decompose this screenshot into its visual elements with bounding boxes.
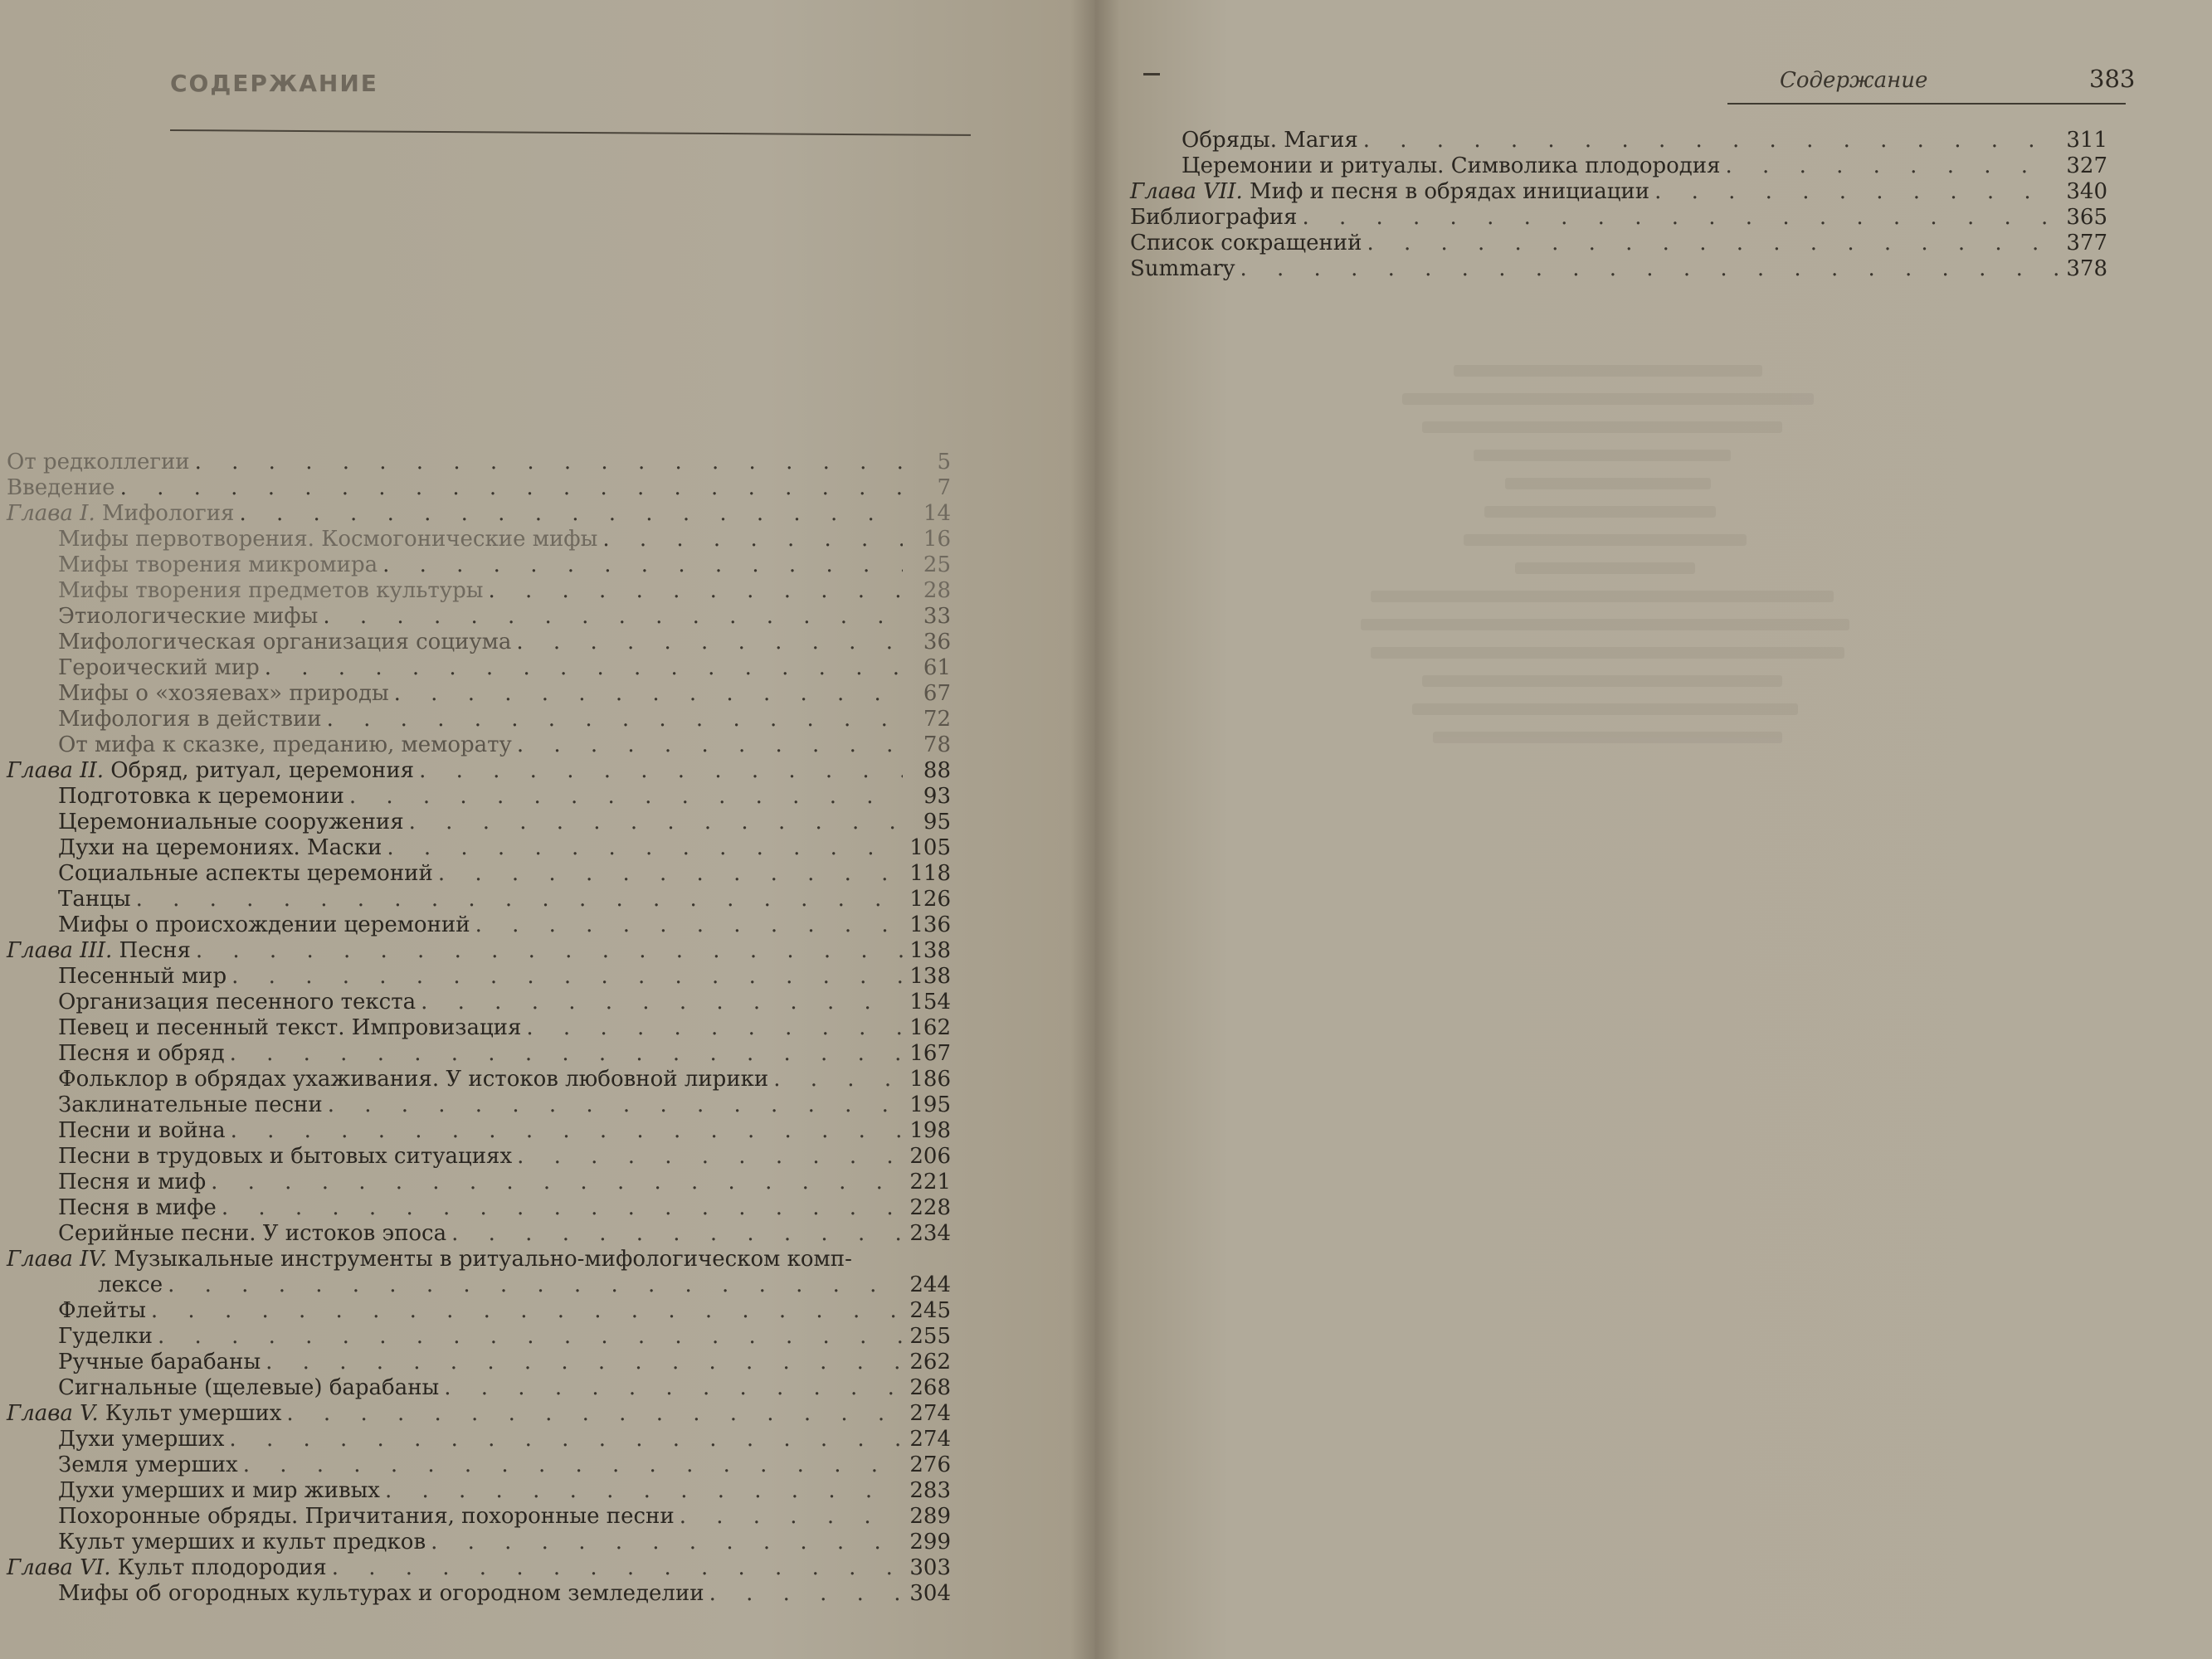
toc-entry-page: 93 xyxy=(923,784,951,809)
toc-entry-page: 95 xyxy=(923,810,951,834)
toc-entry-page: 327 xyxy=(2066,153,2107,178)
toc-entry-page: 283 xyxy=(909,1478,951,1503)
dot-leader xyxy=(387,835,903,861)
toc-entry-title: Мифы творения микромира xyxy=(58,552,378,577)
dot-leader xyxy=(1363,128,2059,153)
dot-leader xyxy=(239,501,903,527)
toc-entry-title: Summary xyxy=(1130,256,1235,281)
toc-entry-title: Духи на церемониях. Маски xyxy=(58,835,382,860)
toc-entry xyxy=(7,655,951,681)
toc-entry-page: 105 xyxy=(909,835,951,860)
toc-entry xyxy=(7,990,951,1015)
toc-entry xyxy=(7,1195,951,1221)
toc-entry xyxy=(7,630,951,655)
toc-entry xyxy=(7,1092,951,1118)
toc-entry-title: Глава V. Культ умерших xyxy=(7,1401,282,1426)
toc-entry-page: 167 xyxy=(909,1041,951,1066)
toc-entry xyxy=(7,835,951,861)
toc-entry xyxy=(7,501,951,527)
toc-entry-title: Введение xyxy=(7,475,115,500)
toc-entry-title: Глава VI. Культ плодородия xyxy=(7,1555,327,1580)
toc-entry-title: Песня и миф xyxy=(58,1170,207,1194)
toc-entry-page: 78 xyxy=(923,732,951,757)
dot-leader xyxy=(230,1041,903,1067)
dot-leader xyxy=(517,732,903,758)
toc-entry-page: 136 xyxy=(909,912,951,937)
toc-entry-title: Ручные барабаны xyxy=(58,1350,261,1374)
toc-entry-title: Певец и песенный текст. Импровизация xyxy=(58,1015,522,1040)
toc-entry-title: Организация песенного текста xyxy=(58,990,417,1014)
toc-entry-title: Мифы о «хозяевах» природы xyxy=(58,681,389,706)
toc-entry xyxy=(7,1401,951,1427)
book-gutter xyxy=(1070,0,1120,1659)
dot-leader xyxy=(323,604,903,630)
toc-entry-title: Обряды. Магия xyxy=(1182,128,1358,153)
toc-entry-title: Мифы творения предметов культуры xyxy=(58,578,484,603)
toc-entry-title: Мифы об огородных культурах и огородном земледелии xyxy=(58,1581,704,1606)
dot-leader xyxy=(516,630,903,655)
toc-entry xyxy=(7,1324,951,1350)
toc-entry-page: 162 xyxy=(909,1015,951,1040)
toc-entry xyxy=(7,578,951,604)
dot-leader xyxy=(136,887,903,912)
toc-entry xyxy=(7,1170,951,1195)
dot-leader xyxy=(151,1298,903,1324)
dot-leader xyxy=(327,707,903,732)
toc-entry-title: Социальные аспекты церемоний xyxy=(58,861,433,886)
toc-entry-page: 126 xyxy=(909,887,951,912)
dot-leader xyxy=(1726,153,2059,179)
dot-leader xyxy=(349,784,903,810)
toc-entry xyxy=(7,1478,951,1504)
dot-leader xyxy=(195,450,903,475)
toc-entry-title: Земля умерших xyxy=(58,1452,238,1477)
toc-entry xyxy=(7,732,951,758)
dot-leader xyxy=(488,578,903,604)
toc-entry-page: 186 xyxy=(909,1067,951,1092)
dot-leader xyxy=(526,1015,903,1041)
toc-entry xyxy=(7,784,951,810)
toc-entry-title: лексе xyxy=(98,1272,163,1297)
toc-entry-title: Героический мир xyxy=(58,655,260,680)
right-header-rule xyxy=(1727,103,2126,105)
toc-entry xyxy=(7,450,951,475)
dot-leader xyxy=(431,1530,903,1555)
toc-entry-title: Песня в мифе xyxy=(58,1195,217,1220)
dot-leader xyxy=(709,1581,903,1607)
toc-entry-title: Духи умерших и мир живых xyxy=(58,1478,380,1503)
dot-leader xyxy=(231,964,903,990)
dot-leader xyxy=(680,1504,903,1530)
toc-entry-page: 25 xyxy=(923,552,951,577)
toc-entry xyxy=(7,552,951,578)
dot-leader xyxy=(451,1221,903,1247)
dot-leader xyxy=(438,861,903,887)
toc-entry-page: 365 xyxy=(2066,205,2107,230)
toc-entry-title: Песенный мир xyxy=(58,964,227,989)
toc-entry-title: Заклинательные песни xyxy=(58,1092,323,1117)
toc-entry-page: 138 xyxy=(909,964,951,989)
toc-entry-page: 234 xyxy=(909,1221,951,1246)
dot-leader xyxy=(231,1118,903,1144)
toc-entry xyxy=(7,887,951,912)
toc-entry-page: 311 xyxy=(2066,128,2107,153)
dot-leader xyxy=(332,1555,903,1581)
toc-entry-page: 7 xyxy=(937,475,951,500)
toc-entry-title: Духи умерших xyxy=(58,1427,225,1452)
toc-entry-page: 274 xyxy=(909,1401,951,1426)
toc-entry-title: Глава IV. Музыкальные инструменты в ритуально-мифологическом комп- xyxy=(7,1247,852,1272)
toc-entry xyxy=(7,1555,951,1581)
toc-entry xyxy=(1130,231,2107,256)
toc-entry xyxy=(7,1452,951,1478)
toc-entry-page: 195 xyxy=(909,1092,951,1117)
dot-leader xyxy=(286,1401,903,1427)
left-toc xyxy=(7,450,951,1607)
toc-entry-title: Глава VII. Миф и песня в обрядах инициации xyxy=(1130,179,1650,204)
toc-entry xyxy=(7,475,951,501)
toc-entry-title: Церемонии и ритуалы. Символика плодородия xyxy=(1182,153,1721,178)
toc-entry-page: 16 xyxy=(923,527,951,552)
dot-leader xyxy=(1240,256,2059,282)
dot-leader xyxy=(1302,205,2059,231)
toc-entry-title: Церемониальные сооружения xyxy=(58,810,404,834)
toc-entry-title: Гуделки xyxy=(58,1324,153,1349)
toc-entry xyxy=(1130,179,2107,205)
left-page xyxy=(0,0,1095,1659)
toc-entry xyxy=(7,1427,951,1452)
toc-entry-page: 138 xyxy=(909,938,951,963)
toc-entry-title: Серийные песни. У истоков эпоса xyxy=(58,1221,447,1246)
toc-entry xyxy=(7,1581,951,1607)
toc-entry-title: Мифология в действии xyxy=(58,707,322,732)
dot-leader xyxy=(120,475,903,501)
dot-leader xyxy=(385,1478,903,1504)
right-toc xyxy=(1130,128,2107,282)
toc-entry-page: 72 xyxy=(923,707,951,732)
toc-entry xyxy=(7,681,951,707)
toc-entry-page: 198 xyxy=(909,1118,951,1143)
dot-leader xyxy=(265,655,903,681)
dot-leader xyxy=(409,810,903,835)
toc-entry-page: 33 xyxy=(923,604,951,629)
toc-entry xyxy=(7,707,951,732)
toc-entry xyxy=(1130,128,2107,153)
toc-entry-title: Глава III. Песня xyxy=(7,938,191,963)
right-page-header: Содержание xyxy=(1780,68,1928,93)
show-through-text xyxy=(1361,365,1875,979)
toc-entry-page: 154 xyxy=(909,990,951,1014)
toc-entry-page: 28 xyxy=(923,578,951,603)
dot-leader xyxy=(1654,179,2059,205)
toc-entry xyxy=(1130,205,2107,231)
dot-leader xyxy=(394,681,903,707)
toc-entry-page: 340 xyxy=(2066,179,2107,204)
toc-entry xyxy=(7,912,951,938)
toc-entry-title: Похоронные обряды. Причитания, похоронные песни xyxy=(58,1504,675,1529)
dot-leader xyxy=(211,1170,903,1195)
toc-entry xyxy=(7,1247,951,1272)
toc-entry xyxy=(7,1504,951,1530)
toc-entry-title: Мифы первотворения. Космогонические мифы xyxy=(58,527,598,552)
dot-leader xyxy=(421,990,903,1015)
toc-entry xyxy=(7,758,951,784)
toc-entry-page: 14 xyxy=(923,501,951,526)
toc-entry xyxy=(7,1530,951,1555)
toc-entry-page: 61 xyxy=(923,655,951,680)
left-page-header: СОДЕРЖАНИЕ xyxy=(170,70,378,97)
toc-entry-page: 5 xyxy=(937,450,951,474)
dot-leader xyxy=(229,1427,903,1452)
toc-entry-title: От мифа к сказке, преданию, меморату xyxy=(58,732,512,757)
toc-entry xyxy=(7,964,951,990)
dot-leader xyxy=(517,1144,903,1170)
toc-entry-page: 299 xyxy=(909,1530,951,1554)
toc-entry-title: Культ умерших и культ предков xyxy=(58,1530,426,1554)
toc-entry-title: Глава I. Мифология xyxy=(7,501,235,526)
dot-leader xyxy=(222,1195,903,1221)
toc-entry-page: 244 xyxy=(909,1272,951,1297)
toc-entry xyxy=(7,1144,951,1170)
toc-entry xyxy=(7,1350,951,1375)
toc-entry xyxy=(7,1041,951,1067)
toc-entry-title: Мифы о происхождении церемоний xyxy=(58,912,470,937)
page-number: 383 xyxy=(2089,65,2136,93)
toc-entry xyxy=(7,1298,951,1324)
toc-entry-title: От редколлегии xyxy=(7,450,190,474)
toc-entry-page: 118 xyxy=(909,861,951,886)
dot-leader xyxy=(602,527,903,552)
toc-entry-page: 378 xyxy=(2066,256,2107,281)
dot-leader xyxy=(266,1350,903,1375)
dot-leader xyxy=(328,1092,903,1118)
toc-entry-page: 245 xyxy=(909,1298,951,1323)
toc-entry xyxy=(1130,153,2107,179)
dot-leader xyxy=(444,1375,903,1401)
right-header-dash xyxy=(1143,73,1160,75)
toc-entry-title: Глава II. Обряд, ритуал, церемония xyxy=(7,758,415,783)
dot-leader xyxy=(773,1067,903,1092)
toc-entry-page: 228 xyxy=(909,1195,951,1220)
toc-entry-page: 304 xyxy=(909,1581,951,1606)
toc-entry-page: 36 xyxy=(923,630,951,654)
toc-entry xyxy=(7,938,951,964)
dot-leader xyxy=(196,938,903,964)
dot-leader xyxy=(158,1324,903,1350)
dot-leader xyxy=(382,552,903,578)
toc-entry xyxy=(7,1118,951,1144)
toc-entry-title: Песня и обряд xyxy=(58,1041,225,1066)
toc-entry-page: 255 xyxy=(909,1324,951,1349)
toc-entry-page: 206 xyxy=(909,1144,951,1169)
toc-entry xyxy=(7,861,951,887)
toc-entry-title: Подготовка к церемонии xyxy=(58,784,344,809)
toc-entry xyxy=(7,810,951,835)
left-header-rule xyxy=(170,129,971,136)
toc-entry xyxy=(7,1015,951,1041)
toc-entry xyxy=(7,1067,951,1092)
toc-entry xyxy=(7,1221,951,1247)
toc-entry-title: Мифологическая организация социума xyxy=(58,630,512,654)
dot-leader xyxy=(168,1272,903,1298)
toc-entry-title: Сигнальные (щелевые) барабаны xyxy=(58,1375,440,1400)
toc-entry xyxy=(7,1375,951,1401)
toc-entry-page: 274 xyxy=(909,1427,951,1452)
toc-entry xyxy=(7,1272,951,1298)
toc-entry xyxy=(1130,256,2107,282)
toc-entry-page: 88 xyxy=(923,758,951,783)
toc-entry-page: 303 xyxy=(909,1555,951,1580)
toc-entry-title: Список сокращений xyxy=(1130,231,1362,255)
toc-entry-page: 276 xyxy=(909,1452,951,1477)
toc-entry-title: Песни и война xyxy=(58,1118,226,1143)
toc-entry-page: 289 xyxy=(909,1504,951,1529)
toc-entry-page: 262 xyxy=(909,1350,951,1374)
toc-entry-title: Песни в трудовых и бытовых ситуациях xyxy=(58,1144,513,1169)
toc-entry-page: 377 xyxy=(2066,231,2107,255)
toc-entry xyxy=(7,604,951,630)
toc-entry-title: Библиография xyxy=(1130,205,1298,230)
toc-entry-page: 67 xyxy=(923,681,951,706)
dot-leader xyxy=(1367,231,2059,256)
toc-entry-page: 221 xyxy=(909,1170,951,1194)
toc-entry-title: Этиологические мифы xyxy=(58,604,319,629)
toc-entry xyxy=(7,527,951,552)
toc-entry-title: Танцы xyxy=(58,887,131,912)
dot-leader xyxy=(419,758,903,784)
toc-entry-page: 268 xyxy=(909,1375,951,1400)
dot-leader xyxy=(243,1452,903,1478)
toc-entry-title: Фольклор в обрядах ухаживания. У истоков любовной лирики xyxy=(58,1067,769,1092)
toc-entry-title: Флейты xyxy=(58,1298,146,1323)
dot-leader xyxy=(475,912,903,938)
